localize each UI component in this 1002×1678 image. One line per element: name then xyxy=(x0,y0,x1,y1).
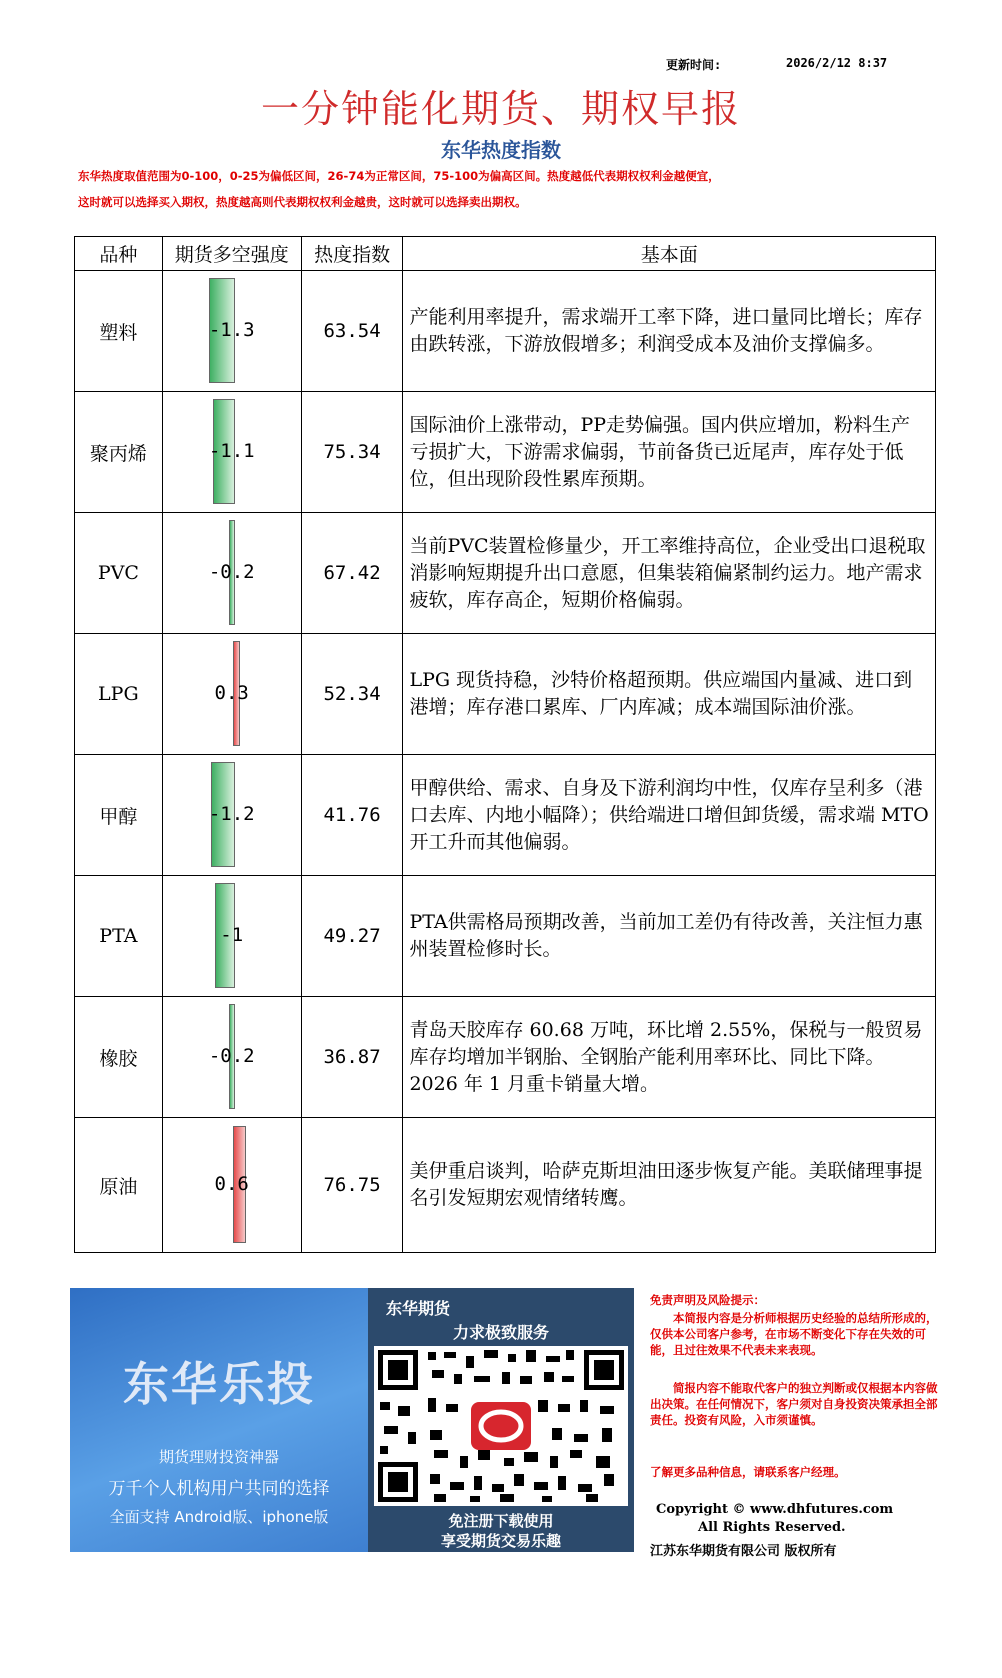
row-name: 聚丙烯 xyxy=(75,392,163,513)
fundamental-text: LPG 现货持稳，沙特价格超预期。供应端国内量减、进口到港增；库存港口累库、厂内库减；成本端国际油价涨。 xyxy=(403,634,936,755)
fundamental-text: 当前PVC装置检修量少，开工率维持高位，企业受出口退税取消影响短期提升出口意愿，但集装箱偏紧制约运力。地产需求疲软，库存高企，短期价格偏弱。 xyxy=(403,513,936,634)
strength-value: 0.3 xyxy=(214,682,249,704)
strength-value: -1 xyxy=(220,924,244,946)
strength-cell xyxy=(162,876,301,997)
row-name: 甲醇 xyxy=(75,755,163,876)
strength-cell xyxy=(162,997,301,1118)
fundamental-text: 甲醇供给、需求、自身及下游利润均中性，仅库存呈利多（港口去库、内地小幅降）；供给端进口增但卸货缓，需求端 MTO 开工升而其他偏弱。 xyxy=(403,755,936,876)
qr-top2: 力求极致服务 xyxy=(452,1323,549,1342)
col-header-strength: 期货多空强度 xyxy=(162,237,301,271)
row-name: PTA xyxy=(75,876,163,997)
footer-rights: All Rights Reserved. xyxy=(698,1520,846,1535)
footer-company: 江苏东华期货有限公司 版权所有 xyxy=(650,1544,837,1559)
row-name: PVC xyxy=(75,513,163,634)
heat-index: 67.42 xyxy=(301,513,403,634)
strength-cell xyxy=(162,271,301,392)
strength-value: -1.2 xyxy=(208,803,255,825)
fundamental-text: 美伊重启谈判，哈萨克斯坦油田逐步恢复产能。美联储理事提名引发短期宏观情绪转鹰。 xyxy=(403,1118,936,1253)
strength-cell xyxy=(162,513,301,634)
strength-value: -1.1 xyxy=(208,440,255,462)
strength-value: -0.2 xyxy=(208,561,255,583)
table-header-row xyxy=(75,237,936,271)
table-row xyxy=(75,1118,936,1253)
fundamental-text: PTA供需格局预期改善，当前加工差仍有待改善，关注恒力惠州装置检修时长。 xyxy=(403,876,936,997)
strength-cell xyxy=(162,1118,301,1253)
disclaimer-heading: 免责声明及风险提示： xyxy=(650,1293,765,1307)
heat-note-line1: 东华热度取值范围为0-100，0-25为偏低区间，26-74为正常区间，75-100为偏高区间。热度越低代表期权权利金越便宜， xyxy=(78,169,720,183)
table-row xyxy=(75,876,936,997)
col-header-name: 品种 xyxy=(75,237,163,271)
heat-index: 63.54 xyxy=(301,271,403,392)
page-subtitle: 东华热度指数 xyxy=(441,138,561,162)
banner-line3: 全面支持 Android版、iphone版 xyxy=(109,1508,329,1526)
table-row xyxy=(75,271,936,392)
qr-panel xyxy=(368,1288,634,1552)
app-banner xyxy=(70,1288,368,1552)
col-header-heat: 热度指数 xyxy=(301,237,403,271)
footer-copyright: Copyright © www.dhfutures.com xyxy=(656,1502,894,1517)
table-row xyxy=(75,997,936,1118)
heat-index: 49.27 xyxy=(301,876,403,997)
banner-title: 东华乐投 xyxy=(123,1357,315,1411)
qr-bottom2: 享受期货交易乐趣 xyxy=(440,1532,561,1550)
table-row xyxy=(75,513,936,634)
col-header-fundamental: 基本面 xyxy=(403,237,936,271)
page-title: 一分钟能化期货、期权早报 xyxy=(260,87,741,131)
banner-line1: 期货理财投资神器 xyxy=(158,1448,279,1466)
qr-bottom1: 免注册下载使用 xyxy=(448,1512,554,1530)
fundamental-text: 国际油价上涨带动，PP走势偏强。国内供应增加，粉料生产亏损扩大，下游需求偏弱，节前备货已近尾声，库存处于低位，但出现阶段性累库预期。 xyxy=(403,392,936,513)
disclaimer-para2: 简报内容不能取代客户的独立判断或仅根据本内容做出决策。在任何情况下，客户须对自身投资决策承担全部责任。投资有风险，入市须谨慎。 xyxy=(650,1381,938,1427)
heat-note-line2: 这时就可以选择买入期权，热度越高则代表期权权利金越贵，这时就可以选择卖出期权。 xyxy=(78,195,527,209)
qr-code-icon[interactable] xyxy=(374,1346,628,1506)
update-time-value: 2026/2/12 8:37 xyxy=(786,56,888,70)
row-name: 塑料 xyxy=(75,271,163,392)
banner-line2: 万千个人机构用户共同的选择 xyxy=(108,1479,330,1499)
heat-index: 36.87 xyxy=(301,997,403,1118)
table-row xyxy=(75,634,936,755)
qr-top1: 东华期货 xyxy=(386,1299,451,1318)
strength-cell xyxy=(162,755,301,876)
heat-index: 75.34 xyxy=(301,392,403,513)
row-name: 橡胶 xyxy=(75,997,163,1118)
update-time-label: 更新时间: xyxy=(666,58,722,72)
fundamental-text: 产能利用率提升，需求端开工率下降，进口量同比增长；库存由跌转涨，下游放假增多；利润受成本及油价支撑偏多。 xyxy=(403,271,936,392)
heat-index: 41.76 xyxy=(301,755,403,876)
strength-value: -1.3 xyxy=(208,319,255,341)
strength-value: -0.2 xyxy=(208,1045,255,1067)
heat-index: 76.75 xyxy=(301,1118,403,1253)
row-name: 原油 xyxy=(75,1118,163,1253)
strength-value: 0.6 xyxy=(214,1173,249,1195)
disclaimer-para1: 本简报内容是分析师根据历史经验的总结所形成的，仅供本公司客户参考，在市场不断变化下存在失效的可能，且过往效果不代表未来表现。 xyxy=(650,1311,938,1357)
table-row xyxy=(75,755,936,876)
strength-cell xyxy=(162,634,301,755)
disclaimer-para3: 了解更多品种信息，请联系客户经理。 xyxy=(650,1465,846,1479)
row-name: LPG xyxy=(75,634,163,755)
strength-cell xyxy=(162,392,301,513)
heat-index: 52.34 xyxy=(301,634,403,755)
heat-table xyxy=(74,236,936,1253)
fundamental-text: 青岛天胶库存 60.68 万吨，环比增 2.55%，保税与一般贸易库存均增加半钢胎、全钢胎产能利用率环比、同比下降。2026 年 1 月重卡销量大增。 xyxy=(403,997,936,1118)
table-row xyxy=(75,392,936,513)
